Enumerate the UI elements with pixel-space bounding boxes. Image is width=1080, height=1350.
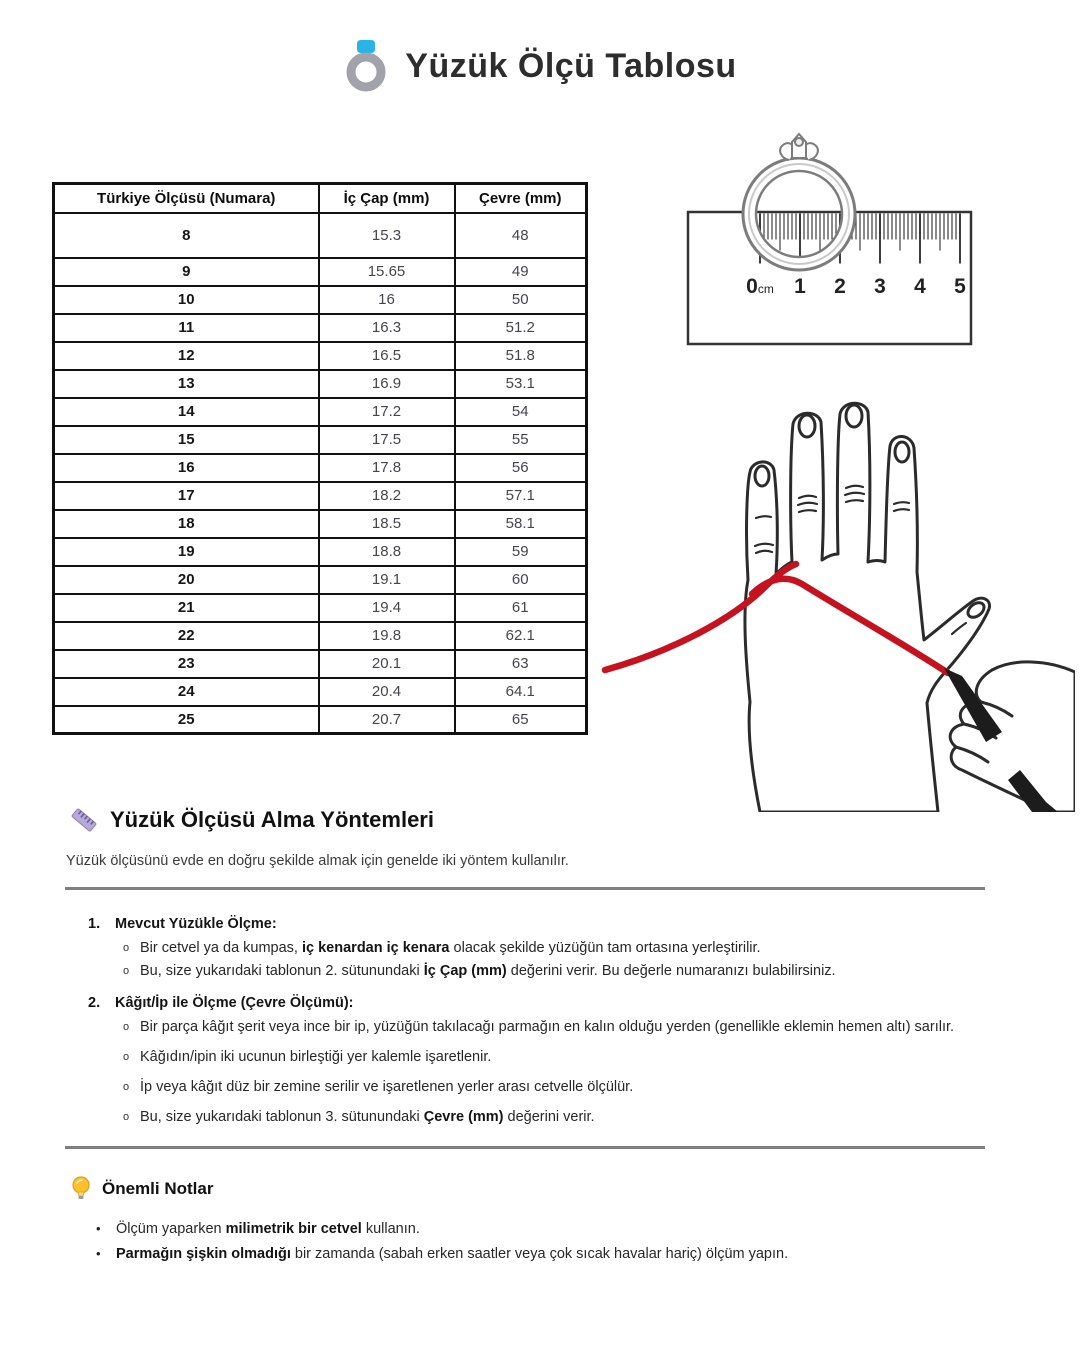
emphasis-text: Çevre (mm) — [423, 1109, 504, 1125]
note-item — [92, 1218, 992, 1240]
table-row — [54, 650, 587, 678]
table-row — [54, 706, 587, 734]
bullet-marker: • — [96, 1246, 101, 1261]
table-cell: 17 — [54, 482, 319, 510]
table-cell: 15 — [54, 426, 319, 454]
text: Bir parça kâğıt şerit veya ince bir ip, yüzüğün takılacağı parmağın en kalın olduğu yerden (genellikle eklemin hemen altı) sarılır. — [140, 1019, 955, 1035]
table-cell: 17.8 — [319, 454, 455, 482]
table-cell: 16.5 — [319, 342, 455, 370]
table-cell: 57.1 — [455, 482, 587, 510]
method-bullet-text — [140, 1046, 491, 1068]
emphasis-text: milimetrik bir cetvel — [225, 1221, 362, 1237]
text: Bu, size yukarıdaki tablonun 2. sütunundaki — [140, 963, 424, 979]
notes-heading-row — [70, 1176, 213, 1202]
table-row — [54, 622, 587, 650]
method-title: Mevcut Yüzükle Ölçme: — [115, 916, 277, 932]
table-row — [54, 454, 587, 482]
method-bullet — [88, 937, 988, 959]
method-bullet — [88, 1046, 988, 1068]
bullet-marker: • — [96, 1221, 101, 1236]
emphasis-text: iç kenardan iç kenara — [302, 940, 450, 956]
fingernail — [846, 405, 862, 427]
ruler-label: 5 — [954, 275, 966, 298]
table-cell: 48 — [455, 213, 587, 258]
method-bullet-text — [140, 937, 761, 959]
fingernail — [799, 415, 815, 437]
text: Bu, size yukarıdaki tablonun 3. sütunundaki — [140, 1109, 424, 1125]
methods-heading-row — [68, 804, 434, 836]
table-row — [54, 538, 587, 566]
table-cell: 18.2 — [319, 482, 455, 510]
ruler-label: 3 — [874, 275, 886, 298]
table-row — [54, 398, 587, 426]
table-cell: 25 — [54, 706, 319, 734]
text: Bir cetvel ya da kumpas, — [140, 940, 302, 956]
fingernail — [755, 466, 769, 486]
bullet-marker: o — [122, 965, 130, 977]
method-bullet-text — [140, 1106, 595, 1128]
page-title: Yüzük Ölçü Tablosu — [405, 46, 737, 85]
table-cell: 19.1 — [319, 566, 455, 594]
table-cell: 12 — [54, 342, 319, 370]
bullet-marker: o — [122, 1081, 130, 1093]
table-cell: 13 — [54, 370, 319, 398]
ring-size-table — [52, 182, 588, 735]
table-row — [54, 426, 587, 454]
bullet-marker: o — [122, 1051, 130, 1063]
divider — [65, 1146, 985, 1149]
method-bullets — [88, 937, 988, 982]
method-bullet — [88, 1016, 988, 1038]
emphasis-text: Parmağın şişkin olmadığı — [116, 1246, 291, 1262]
table-cell: 20.1 — [319, 650, 455, 678]
table-cell: 19.8 — [319, 622, 455, 650]
table-cell: 16.3 — [319, 314, 455, 342]
text: değerini verir. Bu değerle numaranızı bulabilirsiniz. — [506, 963, 836, 979]
table-cell: 54 — [455, 398, 587, 426]
method-bullet — [88, 960, 988, 982]
table-cell: 64.1 — [455, 678, 587, 706]
method-bullet — [88, 1106, 988, 1128]
methods-heading: Yüzük Ölçüsü Alma Yöntemleri — [110, 807, 434, 832]
text: değerini verir. — [503, 1109, 595, 1125]
column-header: Çevre (mm) — [455, 184, 587, 213]
table-cell: 20.7 — [319, 706, 455, 734]
table-cell: 15.65 — [319, 258, 455, 286]
method-title-row — [88, 916, 988, 932]
table-cell: 18.5 — [319, 510, 455, 538]
fingernail — [895, 442, 909, 462]
text: İp veya kâğıt düz bir zemine serilir ve işaretlenen yerler arası cetvelle ölçülür. — [140, 1079, 634, 1095]
table-header-row — [54, 184, 587, 213]
column-header: Türkiye Ölçüsü (Numara) — [54, 184, 319, 213]
table-cell: 11 — [54, 314, 319, 342]
table-cell: 49 — [455, 258, 587, 286]
bullet-marker: o — [122, 1021, 130, 1033]
column-header: İç Çap (mm) — [319, 184, 455, 213]
table-row — [54, 286, 587, 314]
method-bullet-text — [140, 960, 836, 982]
text: bir zamanda (sabah erken saatler veya çok sıcak havalar hariç) ölçüm yapın. — [290, 1246, 789, 1262]
size-table-wrap — [52, 182, 588, 735]
method-bullet — [88, 1076, 988, 1098]
note-text — [116, 1243, 788, 1265]
table-row — [54, 370, 587, 398]
divider — [65, 887, 985, 890]
method-bullet-text — [140, 1076, 633, 1098]
table-cell: 9 — [54, 258, 319, 286]
method-bullets — [88, 1016, 988, 1128]
table-cell: 16 — [54, 454, 319, 482]
table-row — [54, 678, 587, 706]
table-cell: 21 — [54, 594, 319, 622]
ruler-label: 1 — [794, 275, 806, 298]
table-cell: 16 — [319, 286, 455, 314]
table-cell: 19 — [54, 538, 319, 566]
table-cell: 18.8 — [319, 538, 455, 566]
ring-on-ruler-figure — [668, 128, 1000, 360]
table-cell: 56 — [455, 454, 587, 482]
table-row — [54, 594, 587, 622]
method-number: 2. — [88, 995, 101, 1011]
table-row — [54, 510, 587, 538]
table-cell: 63 — [455, 650, 587, 678]
methods-list — [88, 916, 988, 1141]
table-cell: 19.4 — [319, 594, 455, 622]
ruler-label: 0cm — [746, 275, 774, 298]
page-title-row — [0, 38, 1080, 94]
bullet-marker: o — [122, 942, 130, 954]
table-row — [54, 314, 587, 342]
emphasis-text: İç Çap (mm) — [423, 963, 507, 979]
ruler-label: 2 — [834, 275, 846, 298]
text: Ölçüm yaparken — [116, 1221, 226, 1237]
bullet-marker: o — [122, 1111, 130, 1123]
table-cell: 50 — [455, 286, 587, 314]
ruler-icon — [68, 804, 100, 836]
table-row — [54, 213, 587, 258]
table-cell: 20.4 — [319, 678, 455, 706]
note-text — [116, 1218, 420, 1240]
table-row — [54, 342, 587, 370]
table-cell: 55 — [455, 426, 587, 454]
hand-string-figure — [600, 372, 1075, 812]
marking-hand — [950, 662, 1075, 812]
table-cell: 23 — [54, 650, 319, 678]
method-title-row — [88, 995, 988, 1011]
notes-list — [92, 1218, 992, 1268]
lightbulb-icon — [70, 1176, 92, 1202]
table-cell: 62.1 — [455, 622, 587, 650]
notes-heading: Önemli Notlar — [102, 1179, 214, 1198]
text: olacak şekilde yüzüğün tam ortasına yerleştirilir. — [449, 940, 761, 956]
table-cell: 22 — [54, 622, 319, 650]
method-bullet-text — [140, 1016, 954, 1038]
table-cell: 24 — [54, 678, 319, 706]
table-cell: 60 — [455, 566, 587, 594]
table-row — [54, 258, 587, 286]
note-item — [92, 1243, 992, 1265]
table-cell: 10 — [54, 286, 319, 314]
table-cell: 51.8 — [455, 342, 587, 370]
table-cell: 53.1 — [455, 370, 587, 398]
method-number: 1. — [88, 916, 101, 932]
method-item — [88, 995, 988, 1128]
table-cell: 59 — [455, 538, 587, 566]
method-item — [88, 916, 988, 982]
ruler-label: 4 — [914, 275, 926, 298]
table-cell: 8 — [54, 213, 319, 258]
table-row — [54, 566, 587, 594]
text: kullanın. — [361, 1221, 420, 1237]
table-cell: 18 — [54, 510, 319, 538]
table-cell: 15.3 — [319, 213, 455, 258]
table-cell: 20 — [54, 566, 319, 594]
table-row — [54, 482, 587, 510]
table-cell: 17.2 — [319, 398, 455, 426]
table-cell: 51.2 — [455, 314, 587, 342]
table-cell: 14 — [54, 398, 319, 426]
text: Kâğıdın/ipin iki ucunun birleştiği yer kalemle işaretlenir. — [140, 1049, 492, 1065]
methods-intro: Yüzük ölçüsünü evde en doğru şekilde almak için genelde iki yöntem kullanılır. — [66, 853, 569, 869]
table-cell: 61 — [455, 594, 587, 622]
table-cell: 58.1 — [455, 510, 587, 538]
table-cell: 16.9 — [319, 370, 455, 398]
table-cell: 65 — [455, 706, 587, 734]
ring-icon — [343, 38, 389, 94]
table-cell: 17.5 — [319, 426, 455, 454]
method-title: Kâğıt/İp ile Ölçme (Çevre Ölçümü): — [115, 995, 354, 1011]
ruler-unit-label: cm — [757, 282, 774, 296]
